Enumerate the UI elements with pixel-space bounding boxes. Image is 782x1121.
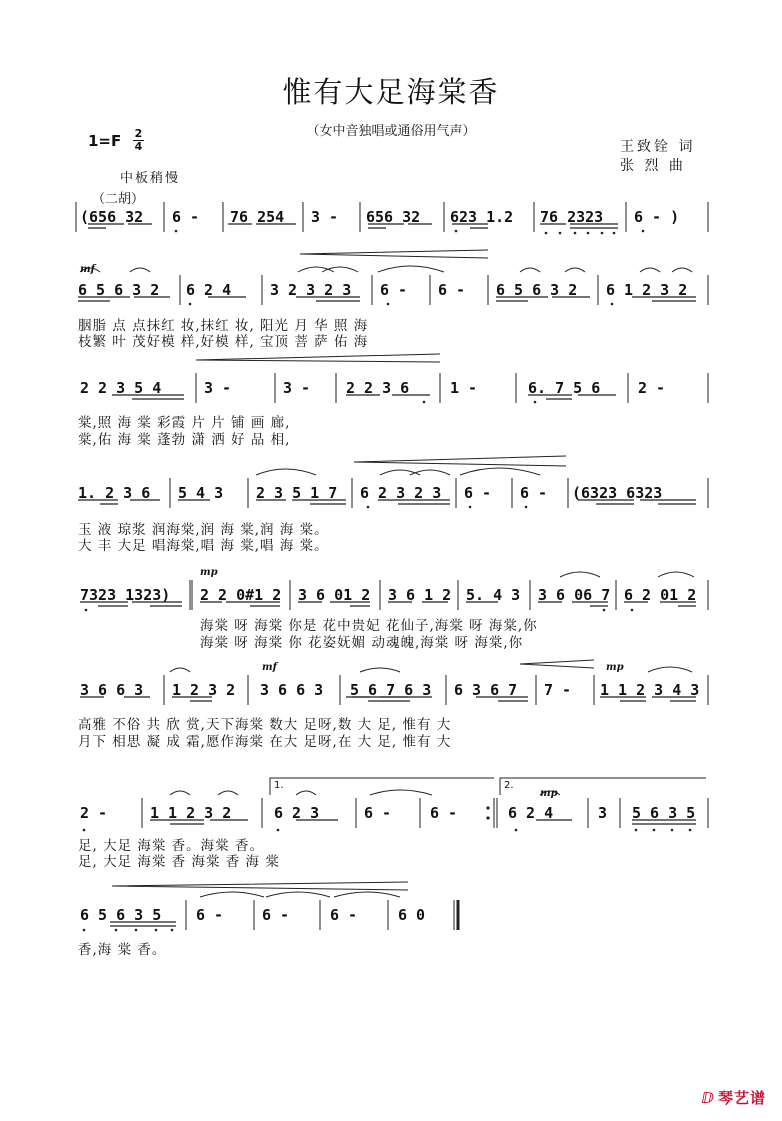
score-row-8: [0, 906, 782, 932]
measure: 2 2 3 5 4: [80, 379, 162, 397]
lyric-line: 大 丰 大足 唱海棠,唱 海 棠,唱 海 棠。: [78, 538, 329, 554]
measure: 3 -: [204, 379, 232, 397]
measure: 6 5 6 3 5: [80, 906, 162, 924]
measure: 7323 1323): [80, 586, 171, 604]
measure: 3 2 3 2 3: [270, 281, 352, 299]
score-row-1: [0, 208, 782, 234]
measure: 1 -: [450, 379, 478, 397]
measure: 2 2 3 6: [346, 379, 410, 397]
measure: 1. 2 3 6: [78, 484, 151, 502]
measure: 6 3 6 7: [454, 681, 518, 699]
song-subtitle: （女中音独唱或通俗用气声）: [306, 124, 476, 139]
score-row-2: [0, 281, 782, 307]
measure: 2 -: [638, 379, 666, 397]
measure: 76 254: [230, 208, 285, 226]
dynamic-mark: mp: [606, 662, 624, 673]
measure: 6 -: [364, 804, 392, 822]
lyric-line: 海棠 呀 海棠 你 花姿妩媚 动魂魄,海棠 呀 海棠,你: [200, 635, 524, 651]
lyric-line: 香,海 棠 香。: [78, 942, 167, 958]
lyric-line: 高雅 不俗 共 欣 赏,天下海棠 数大 足呀,数 大 足, 惟有 大: [78, 717, 452, 733]
measure: 3: [598, 804, 608, 822]
watermark-text: 琴艺谱: [717, 1089, 766, 1107]
song-title: 惟有大足海棠香: [282, 75, 500, 109]
lyric-line: 足, 大足 海棠 香。海棠 香。: [78, 838, 264, 854]
measure: 1 1 2 3 2: [150, 804, 232, 822]
measure: 6 -: [464, 484, 492, 502]
measure: 6 -: [438, 281, 466, 299]
dynamic-mark: mp: [540, 788, 558, 799]
measure: 6 -: [430, 804, 458, 822]
measure: 6 -: [172, 208, 200, 226]
measure: 6 2 3: [274, 804, 320, 822]
measure: 6 0: [398, 906, 426, 924]
lyric-line: 棠,佑 海 棠 蓬勃 潇 洒 好 品 相,: [78, 432, 291, 448]
measure: 6 -: [330, 906, 358, 924]
measure: 2 3 5 1 7: [256, 484, 338, 502]
measure: 6 2 01 2: [624, 586, 697, 604]
measure: (6323 6323: [572, 484, 663, 502]
measure: 6 -: [262, 906, 290, 924]
lyric-line: 月下 相思 凝 成 霜,愿作海棠 在大 足呀,在 大 足, 惟有 大: [78, 734, 452, 750]
score-row-7: [0, 804, 782, 830]
measure: 5. 4 3: [466, 586, 521, 604]
measure: 1 1 2 3 4 3: [600, 681, 700, 699]
score-row-5: [0, 586, 782, 612]
measure: 623 1.2: [450, 208, 514, 226]
measure: 3 6 6 3: [260, 681, 324, 699]
lyric-line: 棠,照 海 棠 彩霞 片 片 铺 画 廊,: [78, 415, 291, 431]
composer-credit: 张 烈 曲: [620, 158, 686, 174]
measure: 7 -: [544, 681, 572, 699]
measure: 5 6 7 6 3: [350, 681, 432, 699]
dynamic-mark: mf: [262, 662, 277, 673]
measure: 6 -: [520, 484, 548, 502]
measure: 2 -: [80, 804, 108, 822]
measure: 3 -: [283, 379, 311, 397]
measure: 3 6 06 7: [538, 586, 611, 604]
measure: 1 2 3 2: [172, 681, 236, 699]
measure: 6 5 6 3 2: [496, 281, 578, 299]
measure: 3 -: [311, 208, 339, 226]
score-row-6: [0, 681, 782, 707]
measure: 5 4 3: [178, 484, 224, 502]
score-row-4: [0, 484, 782, 510]
lyric-line: 胭脂 点 点抹红 妆,抹红 妆, 阳光 月 华 照 海: [78, 318, 369, 334]
measure: 6 2 3 2 3: [360, 484, 442, 502]
measure: 76 2323: [540, 208, 604, 226]
measure: 3 6 6 3: [80, 681, 144, 699]
measure: 6 1 2 3 2: [606, 281, 688, 299]
measure: 6. 7 5 6: [528, 379, 601, 397]
measure: 3 6 1 2: [388, 586, 452, 604]
volta-second-ending: 2.: [504, 780, 514, 791]
tempo-marking: 中板稍慢: [120, 171, 181, 186]
lyric-line: 海棠 呀 海棠 你是 花中贵妃 花仙子,海棠 呀 海棠,你: [200, 618, 538, 634]
lyricist-credit: 王致铨 词: [620, 139, 696, 155]
lyric-line: 足, 大足 海棠 香 海棠 香 海 棠: [78, 854, 280, 870]
key-signature: 1=F: [88, 132, 122, 150]
time-signature-top: 2: [134, 127, 143, 140]
measure: 6 2 4: [186, 281, 232, 299]
measure: 6 -: [380, 281, 408, 299]
instrument-marking: （二胡）: [92, 192, 145, 207]
measure: (656 32: [80, 208, 144, 226]
dynamic-mark: mf: [80, 264, 95, 275]
score-row-3: [0, 379, 782, 405]
measure: 2 2 0#1 2: [200, 586, 282, 604]
watermark-logo: [702, 1087, 766, 1108]
measure: 3 6 01 2: [298, 586, 371, 604]
measure: 6 5 6 3 2: [78, 281, 160, 299]
measure: 5 6 3 5: [632, 804, 696, 822]
logo-icon: ⅅ: [701, 1089, 715, 1107]
measure: 6 - ): [634, 208, 680, 226]
measure: 6 2 4: [508, 804, 554, 822]
measure: 656 32: [366, 208, 421, 226]
lyric-line: 玉 液 琼浆 润海棠,润 海 棠,润 海 棠。: [78, 522, 329, 538]
volta-first-ending: 1.: [274, 780, 284, 791]
lyric-line: 枝繁 叶 茂好模 样,好模 样, 宝顶 菩 萨 佑 海: [78, 334, 369, 350]
measure: 6 -: [196, 906, 224, 924]
dynamic-mark: mp: [200, 567, 218, 578]
time-signature-bottom: 4: [134, 140, 143, 153]
